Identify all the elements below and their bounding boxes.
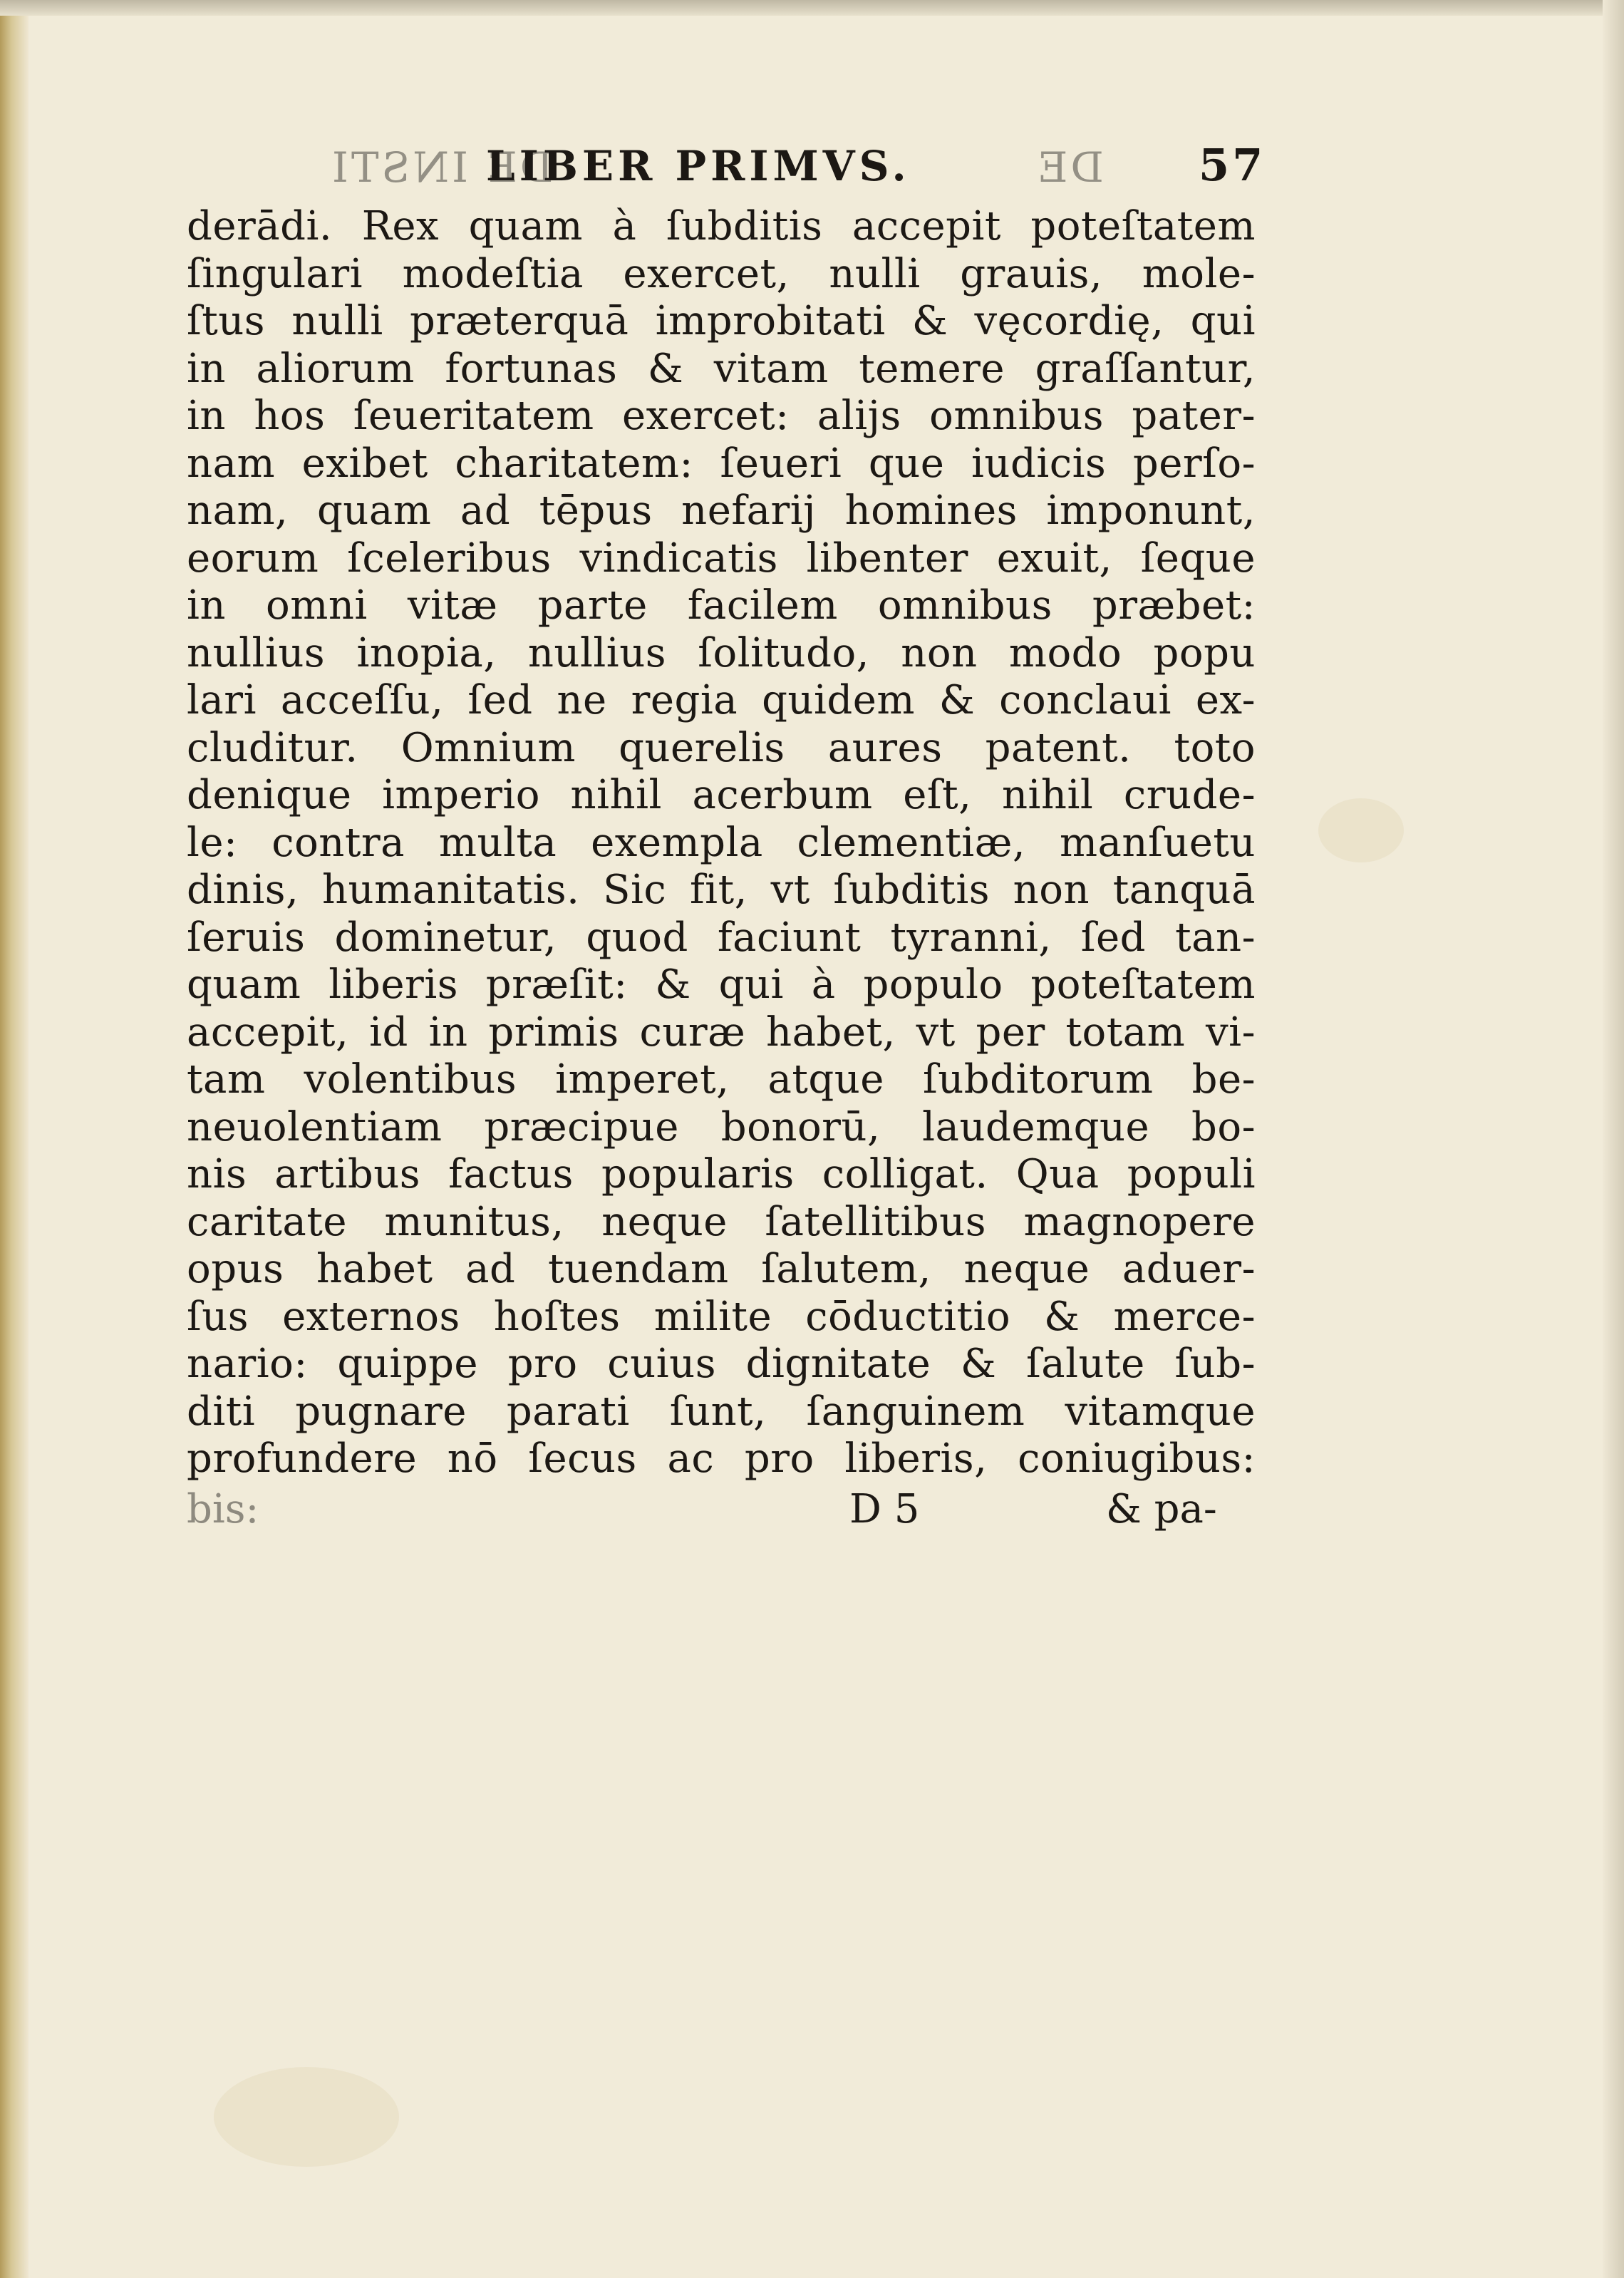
page-number: 57 bbox=[1199, 139, 1266, 191]
signature-mark: D 5 bbox=[849, 1485, 920, 1532]
text-line: nullius inopia, nullius ſolitudo, non modo popu bbox=[187, 629, 1256, 676]
text-line: derādi. Rex quam à ſubditis accepit poteſtatem bbox=[187, 203, 1256, 249]
show-through-header-right: DE bbox=[1035, 143, 1104, 192]
running-title: LIBER PRIMVS. bbox=[486, 142, 911, 190]
catchword: & pa- bbox=[1106, 1485, 1217, 1532]
text-line: nario: quippe pro cuius dignitate & ſalute ſub- bbox=[187, 1341, 1256, 1387]
page-top-edge bbox=[0, 0, 1624, 16]
text-line: nis artibus factus popularis colligat. Qua populi bbox=[187, 1151, 1256, 1197]
page-gutter-shadow bbox=[0, 0, 29, 2278]
text-line: ſingulari modeſtia exercet, nulli grauis, mole- bbox=[187, 250, 1256, 297]
text-line: neuolentiam præcipue bonorū, laudemque bo- bbox=[187, 1103, 1256, 1150]
text-line: dinis, humanitatis. Sic fit, vt ſubditis non tanquā bbox=[187, 867, 1256, 913]
text-line: in aliorum fortunas & vitam temere graſſantur, bbox=[187, 345, 1256, 392]
text-line: ſus externos hoſtes milite cōductitio & merce- bbox=[187, 1293, 1256, 1340]
text-line: ſtus nulli præterquā improbitati & vęcordię, qui bbox=[187, 298, 1256, 344]
text-line: in omni vitæ parte facilem omnibus præbet: bbox=[187, 582, 1256, 629]
text-line: cluditur. Omnium querelis aures patent. toto bbox=[187, 724, 1256, 771]
text-line: accepit, id in primis curæ habet, vt per totam vi- bbox=[187, 1009, 1256, 1056]
text-block bbox=[187, 139, 1266, 1543]
text-line: ſeruis dominetur, quod faciunt tyranni, ſed tan- bbox=[187, 914, 1256, 961]
text-line: nam, quam ad tēpus nefarij homines imponunt, bbox=[187, 488, 1256, 534]
running-header bbox=[187, 139, 1266, 203]
text-line: profundere nō ſecus ac pro liberis, coniugibus: bbox=[187, 1436, 1256, 1482]
text-line: nam exibet charitatem: ſeueri que iudicis perſo- bbox=[187, 440, 1256, 487]
show-through-header-left: DE INSTI bbox=[329, 143, 554, 192]
text-line: eorum ſceleribus vindicatis libenter exuit, ſeque bbox=[187, 535, 1256, 582]
body-text bbox=[187, 203, 1256, 1483]
page-right-edge bbox=[1603, 0, 1624, 2278]
text-line: quam liberis præſit: & qui à populo poteſtatem bbox=[187, 962, 1256, 1008]
text-line: denique imperio nihil acerbum eſt, nihil crude- bbox=[187, 772, 1256, 818]
text-line: caritate munitus, neque ſatellitibus magnopere bbox=[187, 1198, 1256, 1245]
paper-stain bbox=[1318, 798, 1404, 862]
page-footer bbox=[187, 1486, 1256, 1543]
text-line: lari acceſſu, ſed ne regia quidem & conclaui ex- bbox=[187, 677, 1256, 723]
text-line: diti pugnare parati ſunt, ſanguinem vitamque bbox=[187, 1388, 1256, 1435]
text-line: opus habet ad tuendam ſalutem, neque aduer- bbox=[187, 1246, 1256, 1292]
paper-stain bbox=[214, 2067, 399, 2167]
show-through-footer: bis: bbox=[187, 1485, 259, 1532]
text-line: in hos ſeueritatem exercet: alijs omnibus pater- bbox=[187, 393, 1256, 439]
text-line: le: contra multa exempla clementiæ, manſuetu bbox=[187, 819, 1256, 866]
text-line: tam volentibus imperet, atque ſubditorum be- bbox=[187, 1056, 1256, 1103]
